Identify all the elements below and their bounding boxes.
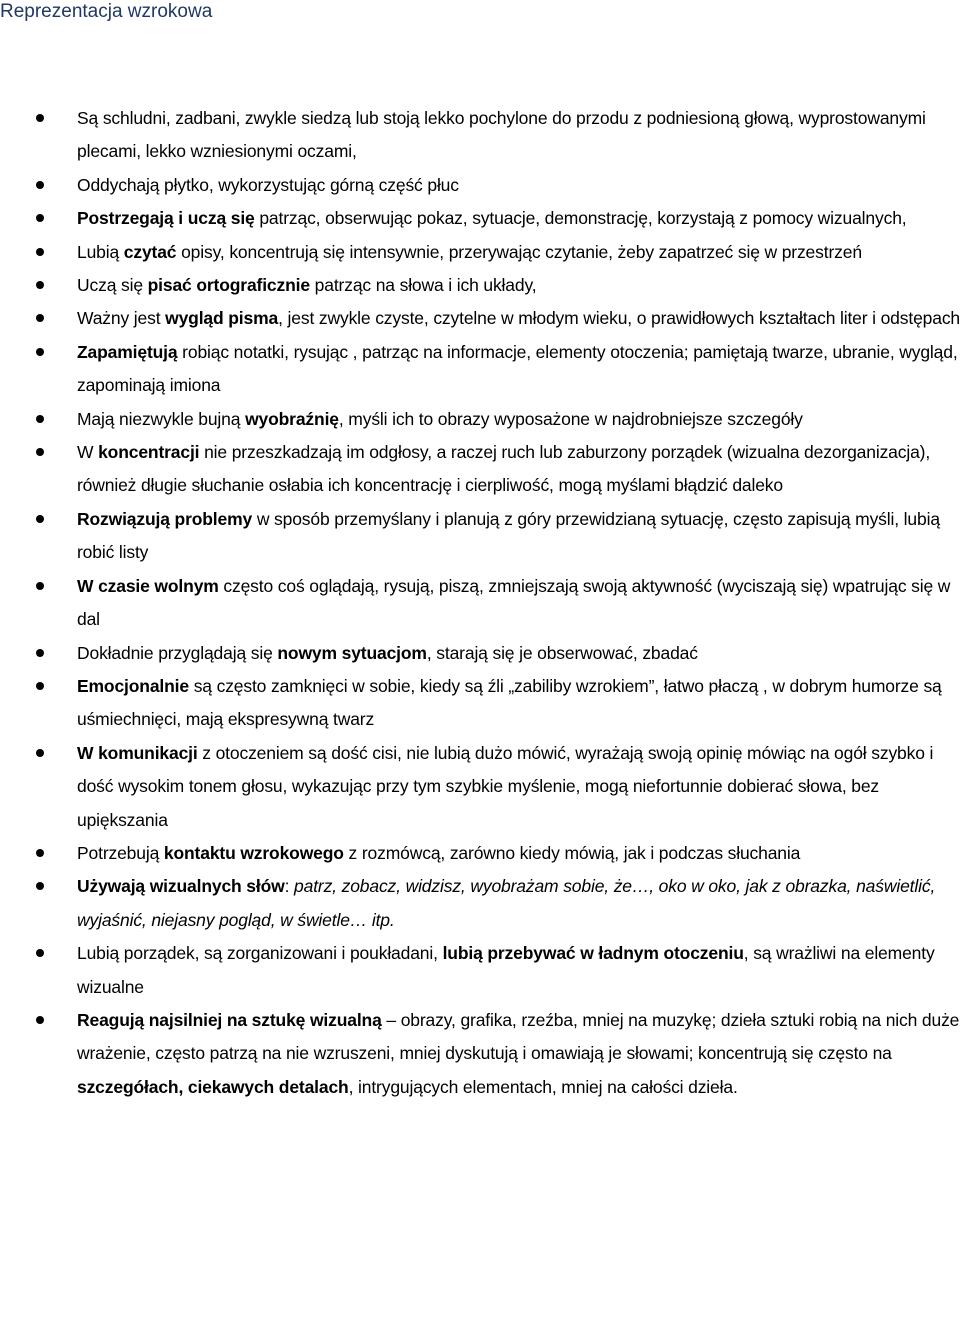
bold-run: koncentracji: [98, 442, 200, 463]
bullet-dot-icon: [36, 749, 44, 757]
bullet-item: [0, 937, 960, 1004]
text-run: :: [284, 876, 295, 897]
bullet-item: [0, 1004, 960, 1104]
text-run: Są schludni, zadbani, zwykle siedzą lub stoją lekko pochylone do przodu z podniesioną głową, wyprostowanymi plecami, lekko wzniesionymi oczami,: [77, 108, 926, 162]
text-run: robiąc notatki, rysując , patrząc na informacje, elementy otoczenia; pamiętają twarze, ubranie, wygląd, zapominają imiona: [77, 341, 958, 396]
bullet-text: [77, 208, 907, 228]
bold-run: Zapamiętują: [77, 341, 178, 362]
text-run: są często zamknięci w sobie, kiedy są źli „zabiliby wzrokiem”, łatwo płaczą , w dobrym humorze są uśmiechnięci, mają ekspresywną twarz: [77, 675, 942, 730]
bold-run: lubią przebywać w ładnym otoczeniu: [442, 943, 744, 964]
bullet-dot-icon: [36, 1016, 44, 1024]
bullet-dot-icon: [36, 649, 44, 657]
bullet-item: [0, 236, 960, 269]
bullet-text: [77, 509, 940, 562]
bold-run: Używają wizualnych słów: [77, 876, 285, 897]
bold-run: W czasie wolnym: [77, 575, 219, 596]
bullet-item: [0, 403, 960, 436]
text-run: patrząc, obserwując pokaz, sytuacje, demonstrację, korzystają z pomocy wizualnych,: [254, 208, 907, 229]
bullet-dot-icon: [36, 314, 44, 322]
bold-run: nowym sytuacjom: [277, 642, 427, 663]
bullet-item: [0, 302, 960, 335]
text-run: z rozmówcą, zarówno kiedy mówią, jak i podczas słuchania: [343, 842, 801, 863]
bullet-item: [0, 570, 960, 637]
bullet-dot-icon: [36, 114, 44, 122]
bullet-item: [0, 436, 960, 503]
bullet-text: [77, 409, 803, 429]
bullet-text: [77, 242, 862, 262]
bullet-dot-icon: [36, 849, 44, 857]
text-run: , są wrażliwi na elementy wizualne: [77, 943, 935, 997]
bullet-list: [0, 102, 960, 1104]
bullet-dot-icon: [36, 882, 44, 890]
text-run: , myśli ich to obrazy wyposażone w najdrobniejsze szczegóły: [338, 408, 803, 429]
bullet-item: [0, 737, 960, 837]
bullet-item: [0, 870, 960, 937]
text-run: z otoczeniem są dość cisi, nie lubią dużo mówić, wyrażają swoją opinię mówiąc na ogół szybko i dość wysokim tonem głosu, wykazując przy tym szybkie myślenie, mogą niefortunnie dobierać słowa, bez upiększania: [77, 742, 934, 830]
text-run: często coś oglądają, rysują, piszą, zmniejszają swoją aktywność (wyciszają się) wpatrując się w dal: [77, 575, 951, 630]
text-run: patrząc na słowa i ich układy,: [309, 275, 537, 296]
bullet-dot-icon: [36, 448, 44, 456]
bullet-item: [0, 102, 960, 169]
bullet-item: [0, 336, 960, 403]
bullet-text: [77, 1010, 959, 1097]
text-run: – obrazy, grafika, rzeźba, mniej na muzykę; dzieła sztuki robią na nich duże wrażenie, często patrzą na nie wzruszeni, mniej dyskutują i omawiają je słowami; koncentrują się często na: [77, 1009, 960, 1064]
bold-run: wyobraźnię: [245, 408, 339, 429]
text-run: Ważny jest: [77, 308, 166, 329]
bullet-text: [77, 843, 800, 863]
italic-run: patrz, zobacz, widzisz, wyobrażam sobie, że…, oko w oko, jak z obrazka, naświetlić, wyjaśnić, niejasny pogląd, w świetle… itp.: [77, 876, 936, 930]
text-run: Dokładnie przyglądają się: [77, 642, 278, 663]
bullet-dot-icon: [36, 415, 44, 423]
bullet-item: [0, 837, 960, 870]
bold-run: W komunikacji: [77, 742, 198, 763]
text-run: Lubią porządek, są zorganizowani i poukładani,: [77, 943, 443, 964]
bold-run: Rozwiązują problemy: [77, 508, 253, 529]
bullet-text: [77, 308, 960, 328]
text-run: , starają się je obserwować, zbadać: [426, 642, 698, 663]
bold-run: czytać: [123, 241, 177, 262]
bullet-text: [77, 442, 930, 495]
bold-run: Reagują najsilniej na sztukę wizualną: [77, 1009, 382, 1030]
bullet-item: [0, 670, 960, 737]
bullet-dot-icon: [36, 281, 44, 289]
bullet-text: [77, 342, 958, 395]
bold-run: wygląd pisma: [165, 308, 279, 329]
text-run: Uczą się: [77, 275, 148, 296]
bullet-text: [77, 876, 935, 929]
bold-run: pisać ortograficznie: [147, 275, 310, 296]
bullet-item: [0, 637, 960, 670]
bold-run: kontaktu wzrokowego: [163, 842, 344, 863]
text-run: , intrygujących elementach, mniej na całości dzieła.: [348, 1076, 738, 1097]
bullet-text: [77, 576, 950, 629]
text-run: nie przeszkadzają im odgłosy, a raczej ruch lub zaburzony porządek (wizualna dezorganizacja), również długie słuchanie osłabia ich koncentrację i cierpliwość, mogą myślami błądzić daleko: [77, 442, 931, 496]
bullet-item: [0, 503, 960, 570]
text-run: Oddychają płytko, wykorzystując górną część płuc: [77, 174, 459, 195]
bullet-text: [77, 108, 926, 161]
bold-run: Postrzegają i uczą się: [77, 208, 255, 229]
bullet-text: [77, 676, 942, 729]
bold-run: szczegółach, ciekawych detalach: [77, 1076, 349, 1097]
bullet-item: [0, 269, 960, 302]
bold-run: Emocjonalnie: [77, 675, 189, 696]
text-run: , jest zwykle czyste, czytelne w młodym wieku, o prawidłowych kształtach liter i odstępach: [278, 308, 960, 329]
text-run: W: [77, 442, 99, 463]
text-run: w sposób przemyślany i planują z góry przewidzianą sytuację, często zapisują myśli, lubią robić listy: [77, 508, 940, 563]
bullet-text: [77, 275, 536, 295]
bullet-dot-icon: [36, 515, 44, 523]
bullet-dot-icon: [36, 582, 44, 590]
bullet-item: [0, 202, 960, 235]
bullet-item: [0, 169, 960, 202]
text-run: Lubią: [77, 241, 124, 262]
bullet-text: [77, 643, 698, 663]
document-title: Reprezentacja wzrokowa: [0, 1, 213, 22]
bullet-dot-icon: [36, 248, 44, 256]
text-run: Mają niezwykle bujną: [77, 408, 246, 429]
text-run: opisy, koncentrują się intensywnie, przerywając czytanie, żeby zapatrzeć się w przestrzeń: [176, 241, 862, 262]
bullet-dot-icon: [36, 682, 44, 690]
bullet-text: [77, 943, 935, 996]
bullet-dot-icon: [36, 348, 44, 356]
bullet-dot-icon: [36, 214, 44, 222]
text-run: Potrzebują: [77, 842, 164, 863]
bullet-dot-icon: [36, 949, 44, 957]
bullet-text: [77, 175, 459, 195]
bullet-text: [77, 743, 933, 830]
bullet-dot-icon: [36, 181, 44, 189]
